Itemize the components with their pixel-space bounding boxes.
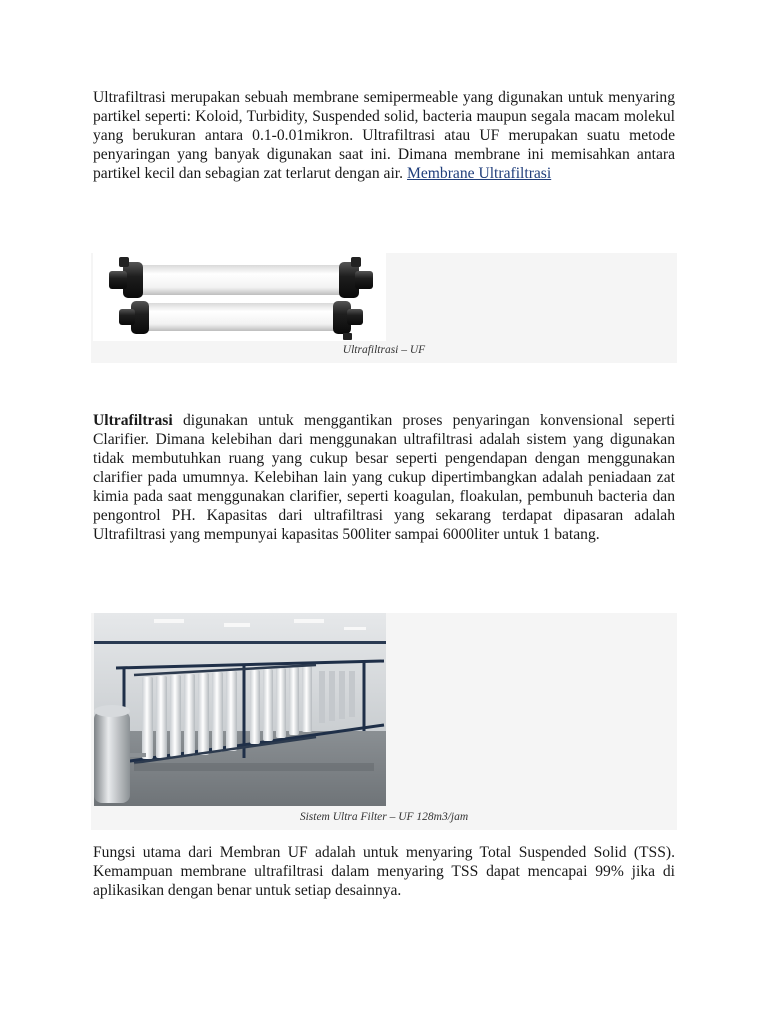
intro-paragraph [93, 88, 675, 183]
uf-system-photo [94, 613, 386, 806]
ultrafiltrasi-bold-term: Ultrafiltrasi [93, 412, 173, 429]
uf-module-figure [91, 253, 677, 363]
figure2-caption: Sistem Ultra Filter – UF 128m3/jam [299, 811, 469, 823]
membrane-ultrafiltrasi-link[interactable]: Membrane Ultrafiltrasi [407, 165, 552, 182]
uf-system-figure [91, 613, 677, 830]
tss-paragraph [93, 843, 675, 900]
clarifier-paragraph [93, 411, 675, 544]
uf-module-photo [93, 253, 386, 341]
tss-text: Fungsi utama dari Membran UF adalah untuk menyaring Total Suspended Solid (TSS). Kemampuan membrane ultrafiltrasi dalam menyaring TSS dapat mencapai 99% jika di aplikasikan dengan benar untuk setiap desainnya. [93, 844, 675, 899]
clarifier-text: digunakan untuk menggantikan proses penyaringan konvensional seperti Clarifier. Dimana kelebihan dari menggunakan ultrafiltrasi adalah sistem yang digunakan tidak membutuhkan ruang yang cukup besar seperti pengendapan dengan menggunakan clarifier pada umumnya. Kelebihan lain yang cukup dipertimbangkan adalah peniadaan zat kimia pada saat menggunakan clarifier, seperti koagulan, floakulan, pembunuh bacteria dan pengontrol PH. Kapasitas dari ultrafiltrasi yang sekarang terdapat dipasaran adalah Ultrafiltrasi yang mempunyai kapasitas 500liter sampai 6000liter untuk 1 batang. [93, 412, 675, 543]
figure1-caption: Ultrafiltrasi – UF [342, 344, 426, 356]
intro-text: Ultrafiltrasi merupakan sebuah membrane semipermeable yang digunakan untuk menyaring partikel seperti: Koloid, Turbidity, Suspended solid, bacteria maupun segala macam molekul yang berukuran antara 0.1-0.01mikron. Ultrafiltrasi atau UF merupakan suatu metode penyaringan yang banyak digunakan saat ini. Dimana membrane ini memisahkan antara partikel kecil dan sebagian zat terlarut dengan air. [93, 89, 675, 182]
